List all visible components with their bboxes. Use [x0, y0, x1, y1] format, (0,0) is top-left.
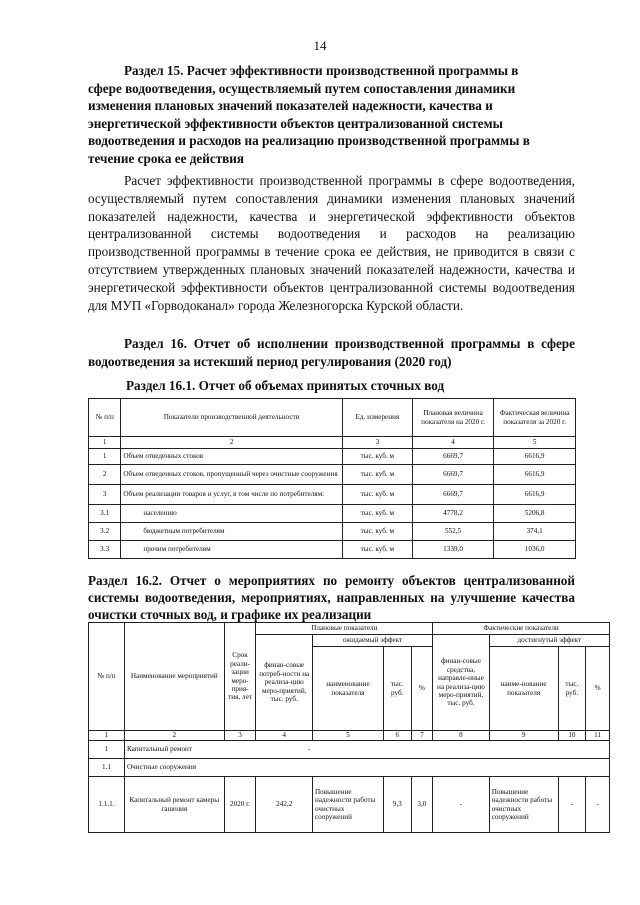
col-header: Ед. измерения: [342, 399, 412, 437]
col-header: Показатели производственной деятельности: [121, 399, 343, 437]
index-cell: 11: [586, 731, 610, 741]
col-header-rub: тыс. руб.: [558, 647, 586, 731]
row-fact: 6616,9: [494, 449, 576, 465]
row-number: 1.1.1.: [89, 777, 125, 833]
index-cell: 4: [412, 437, 493, 449]
index-cell: 4: [256, 731, 313, 741]
col-header: Плановая величина показателя на 2020 г.: [412, 399, 493, 437]
row-number: 1: [89, 741, 125, 759]
row-achieved-rub: -: [558, 777, 586, 833]
section-16-2-heading: Раздел 16.2. Отчет о мероприятиях по ремонту объектов централизованной системы водоотведения, мероприятиях, направленных на улучшение качества очистки сточных вод, и графике их реализации: [88, 573, 575, 622]
row-number: 3: [89, 485, 121, 505]
index-cell: 3: [342, 437, 412, 449]
index-cell: 7: [411, 731, 433, 741]
table-row: [89, 505, 576, 523]
section-15-heading: [88, 62, 575, 168]
row-name: Капитальный ремонт камеры гашения: [124, 777, 224, 833]
row-group-capital-repair: [124, 741, 609, 759]
col-header-number: № п/п: [89, 623, 125, 731]
row-plan: 1339,0: [412, 541, 493, 559]
row-name: Капитальный ремонт: [126, 745, 193, 754]
row-expected-pct: 3,0: [411, 777, 433, 833]
index-cell: 5: [494, 437, 576, 449]
row-name: Объем отведенных стоков, пропущенный через очистные сооружения: [121, 465, 343, 485]
sewage-volume-table: [88, 398, 576, 559]
row-expected-rub: 9,3: [383, 777, 411, 833]
col-header: № п/п: [89, 399, 121, 437]
row-unit: тыс. куб. м: [342, 485, 412, 505]
row-mark: -: [308, 745, 311, 754]
row-unit: тыс. куб. м: [342, 541, 412, 559]
table-row: [89, 449, 576, 465]
heading-line: изменения плановых значений показателей надежности, качества и: [88, 98, 493, 114]
section-16-1-heading: Раздел 16.1. Отчет об объемах принятых сточных вод: [126, 378, 445, 393]
table-index-row: [89, 437, 576, 449]
col-header-name: Наименование мероприятий: [124, 623, 224, 731]
heading-line: сфере водоотведения, осуществляемый путем сопоставления динамики: [88, 80, 516, 96]
index-cell: 2: [121, 437, 343, 449]
row-number: 1.1: [89, 759, 125, 777]
col-header-effect-name: наименование показателя: [312, 647, 383, 731]
index-cell: 8: [433, 731, 490, 741]
col-header-actual: Фактические показатели: [433, 623, 610, 635]
row-number: 3.1: [89, 505, 121, 523]
index-cell: 5: [312, 731, 383, 741]
row-number: 2: [89, 465, 121, 485]
row-plan: 552,5: [412, 523, 493, 541]
row-name: прочим потребителям: [121, 541, 343, 559]
row-unit: тыс. куб. м: [342, 505, 412, 523]
row-name: Объем отведенных стоков: [121, 449, 343, 465]
row-name: Очистные сооружения: [124, 759, 609, 777]
table-row: [89, 523, 576, 541]
index-cell: 1: [89, 437, 121, 449]
row-expected-name: Повышение надежности работы очистных сооружений: [312, 777, 383, 833]
index-cell: 9: [489, 731, 558, 741]
col-header-pct: %: [586, 647, 610, 731]
repair-measures-table: [88, 622, 610, 833]
row-plan: 6669,7: [412, 465, 493, 485]
row-fin-fact: -: [433, 777, 490, 833]
col-header-fin-fact: финан-совые средства, направле-нные на реализа-цию меро-приятий, тыс. руб.: [433, 635, 490, 731]
row-fact: 374,1: [494, 523, 576, 541]
row-fin-plan: 242,2: [256, 777, 313, 833]
row-unit: тыс. куб. м: [342, 465, 412, 485]
table-row: [89, 777, 610, 833]
col-header-rub: тыс. руб.: [383, 647, 411, 731]
table-row: [89, 741, 610, 759]
table-header-row: [89, 399, 576, 437]
page-number: 14: [313, 38, 327, 53]
row-plan: 6669,7: [412, 449, 493, 465]
index-cell: 10: [558, 731, 586, 741]
row-fact: 5206,8: [494, 505, 576, 523]
table-row: [89, 541, 576, 559]
table-row: [89, 759, 610, 777]
row-plan: 4778,2: [412, 505, 493, 523]
row-fact: 6616,9: [494, 465, 576, 485]
index-cell: 2: [124, 731, 224, 741]
table-index-row: [89, 731, 610, 741]
row-number: 3.3: [89, 541, 121, 559]
row-plan: 6669,7: [412, 485, 493, 505]
row-unit: тыс. куб. м: [342, 449, 412, 465]
col-header-pct: %: [411, 647, 433, 731]
heading-line: водоотведения и расходов на реализацию производственной программы в: [88, 133, 530, 149]
col-header: Фактическая величина показателя за 2020 г.: [494, 399, 576, 437]
row-number: 1: [89, 449, 121, 465]
row-term: 2020 г.: [224, 777, 256, 833]
table-row: [89, 465, 576, 485]
col-header-effect-name: наиме-нование показателя: [489, 647, 558, 731]
heading-line: энергетической эффективности объектов централизованной системы: [88, 115, 503, 131]
row-unit: тыс. куб. м: [342, 523, 412, 541]
row-name: Объем реализации товаров и услуг, в том числе по потребителям:: [121, 485, 343, 505]
row-fact: 6616,9: [494, 485, 576, 505]
index-cell: 1: [89, 731, 125, 741]
col-header-fin-plan: финан-совые потреб-ности на реализа-цию меро-приятий, тыс. руб.: [256, 635, 313, 731]
table-row: [89, 485, 576, 505]
heading-line: Раздел 15. Расчет эффективности производственной программы в: [124, 63, 519, 78]
col-header-achieved: достигнутый эффект: [489, 635, 609, 647]
col-header-term: Срок реали-зации меро-прия-тия, лет: [224, 623, 256, 731]
section-15-body: Расчет эффективности производственной программы в сфере водоотведения, осуществляемый путем сопоставления динамики изменения плановых значений показателей надежности, качества и энергетической эффективности объектов централизованной системы водоотведения и расходов на реализацию производственной программы в течение срока ее действия, не приводится в связи с отсутствием утвержденных плановых значений показателей надежности, качества и энергетической эффективности объектов централизованной системы водоотведения для МУП «Горводоканал» города Железногорска Курской области.: [88, 173, 575, 313]
index-cell: 6: [383, 731, 411, 741]
row-name: населению: [121, 505, 343, 523]
col-header-planned: Плановые показатели: [256, 623, 433, 635]
table-header-row: [89, 623, 610, 635]
row-number: 3.2: [89, 523, 121, 541]
row-name: бюджетным потребителям: [121, 523, 343, 541]
row-achieved-name: Повышение надежности работы очистных сооружений: [489, 777, 558, 833]
heading-line: течение срока ее действия: [88, 150, 245, 166]
index-cell: 3: [224, 731, 256, 741]
col-header-expected: ожидаемый эффект: [312, 635, 432, 647]
row-fact: 1036,0: [494, 541, 576, 559]
section-16-heading: Раздел 16. Отчет об исполнении производственной программы в сфере водоотведения за истекший период регулирования (2020 год): [88, 336, 575, 369]
row-achieved-pct: -: [586, 777, 610, 833]
